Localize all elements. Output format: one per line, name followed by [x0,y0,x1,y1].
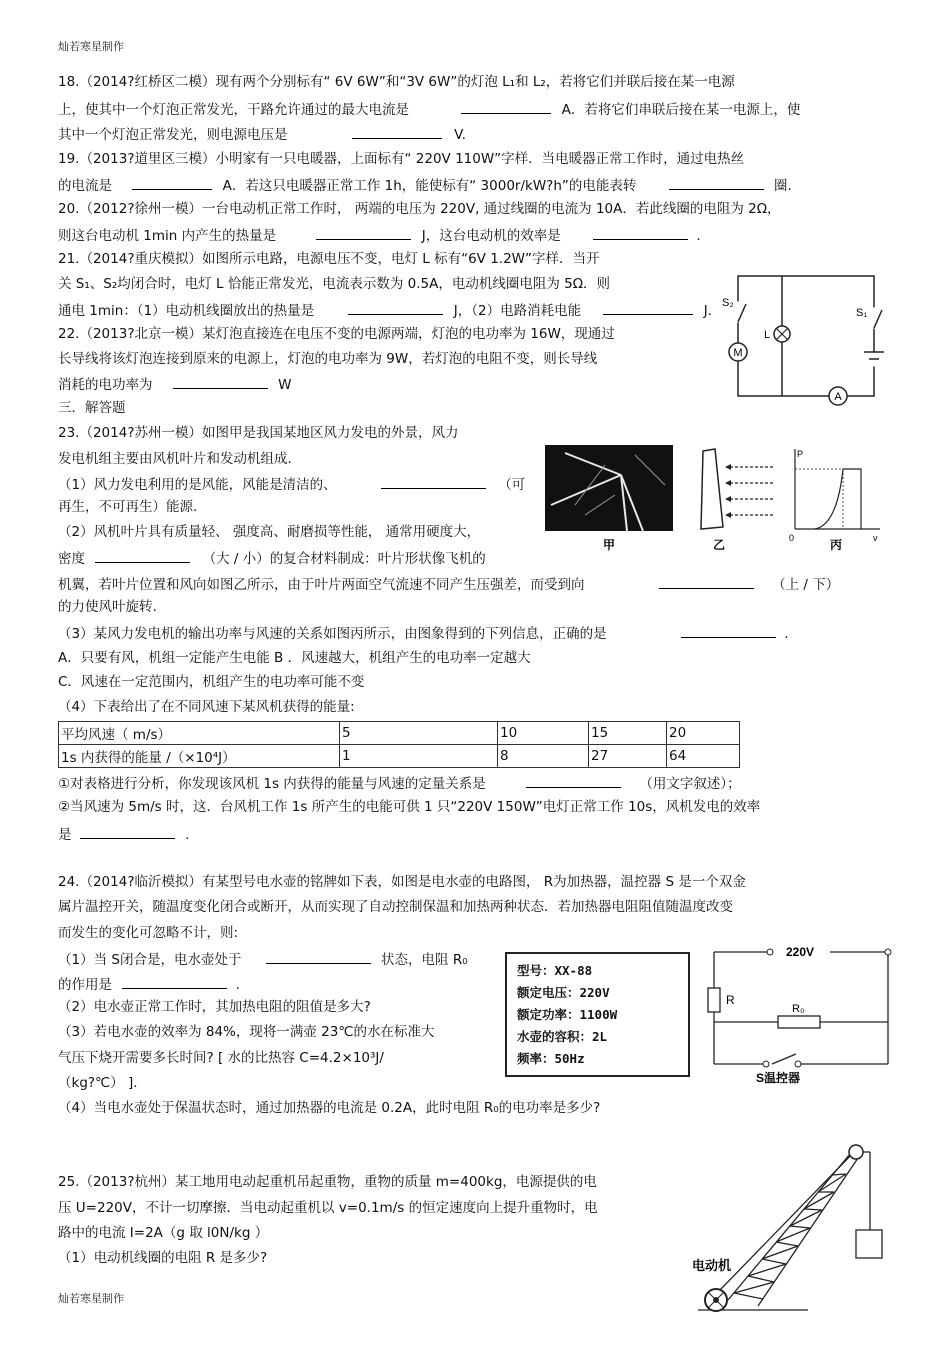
resistor-r-label: R [726,993,735,1007]
kettle-circuit-diagram [700,944,900,1086]
axis-p-label: P [797,449,804,459]
q19-line2 [58,175,792,195]
nameplate-voltage: 额定电压：220V [517,985,610,1000]
q23-text-graph: （3）某风力发电机的输出功率与风速的关系如图丙所示，由图象得到的下列信息，正确的是 [58,626,607,642]
table-cell: 64 [667,745,740,768]
q24-line1: 24.（2014?临沂模拟）有某型号电水壶的铭牌如下表，如图是电水壶的电路图， R为加热器，温控器 S 是一个双金 [58,874,746,890]
q19-unit: 圈. [773,178,792,194]
table-cell: 10 [498,722,589,745]
q25-line4: （1）电动机线圈的电阻 R 是多少? [58,1250,268,1266]
nameplate-power: 额定功率：1100W [517,1007,618,1022]
switch-s1-label: S₁ [856,307,868,319]
q20-text2: J，这台电动机的效率是 [421,228,561,244]
crane-diagram [688,1140,898,1320]
q21-line1: 21.（2014?重庆模拟）如图所示电路，电源电压不变，电灯 L 标有“6V 1.2W”字样．当开 [58,251,600,267]
q21-blank-heat[interactable] [348,300,443,315]
q23-line-last [58,824,189,844]
q23-blank-direction[interactable] [659,574,754,589]
table-cell: 8 [498,745,589,768]
q24-line7: （3）若电水壶的效率为 84%，现将一满壶 23℃的水在标准大 [58,1024,435,1040]
table-row [59,722,740,745]
q18-text3: 其中一个灯泡正常发光，则电源电压是 [58,127,288,143]
q25-line1: 25.（2013?杭州）某工地用电动起重机吊起重物，重物的质量 m=400kg，电源提供的电 [58,1174,597,1190]
q24-line5 [58,974,240,994]
q23-line8: 的力使风叶旋转. [58,599,157,615]
q23-line4: 再生，不可再生）能源. [58,499,198,515]
q23-line-table-intro: （4）下表给出了在不同风速下某风机获得的能量: [58,699,355,715]
q24-line8: 气压下烧开需要多长时间? [ 水的比热容 C=4.2×10³J/ [58,1050,384,1066]
blade-cross-section-diagram [695,445,785,553]
q23-line-efficiency: ②当风速为 5m/s 时，这．台风机工作 1s 所产生的电能可供 1 只“220V 150W”电灯正常工作 10s，风机发电的效率 [58,799,761,815]
q23-text-material: （大 / 小）的复合材料制成：叶片形状像飞机的 [202,551,486,567]
q19-blank-current[interactable] [132,175,212,190]
q21-text: 通电 1min：（1）电动机线圈放出的热量是 [58,303,315,319]
q23-text: （1）风力发电利用的是风能，风能是清洁的、 [58,477,337,493]
q24-line2: 属片温控开关，随温度变化闭合或断开，从而实现了自动控制保温和加热两种状态．若加热器电阻阻值随温度改变 [58,899,733,915]
wind-energy-table [58,721,740,768]
switch-s2-label: S₂ [722,297,734,309]
nameplate-capacity: 水壶的容积：2L [517,1029,608,1044]
q22-unit: W [278,377,292,393]
q23-end2: . [185,827,190,843]
q19-text: 的电流是 [58,178,112,194]
q23-text-verbal: （用文字叙述）； [639,776,741,792]
q24-line4 [58,949,468,969]
figure-bing-label: 丙 [830,538,843,552]
q23-blank-renewable[interactable] [381,474,486,489]
q24-text-state: （1）当 S闭合是，电水壶处于 [58,952,242,968]
q21-line3 [58,300,712,320]
q18-text2: A．若将它们串联后接在某一电源上，使 [561,102,801,118]
q18-line2 [58,99,800,119]
q24-blank-state[interactable] [266,949,371,964]
q23-blank-density[interactable] [95,548,190,563]
q20-line1: 20.（2012?徐州一模）一台电动机正常工作时， 两端的电压为 220V, 通过线圈的电流为 10A．若此线圈的电阻为 2Ω， [58,201,781,217]
table-cell: 5 [340,722,498,745]
lamp-label: L [764,329,771,341]
q22-line1: 22.（2013?北京一模）某灯泡直接连在电压不变的电源两端，灯泡的电功率为 16W，现通过 [58,326,615,342]
table-cell: 1 [340,745,498,768]
q18-text: 上，使其中一个灯泡正常发光，干路允许通过的最大电流是 [58,102,409,118]
table-cell: 15 [589,722,667,745]
axis-origin-label: 0 [789,533,795,543]
q23-line-relation [58,773,741,793]
pulley-icon [849,1145,863,1159]
q18-line3 [58,124,466,144]
table-cell: 20 [667,722,740,745]
q23-choice: （可 [498,477,526,493]
q19-line1: 19.（2013?道里区三模）小明家有一只电暖器，上面标有“ 220V 110W”字样．当电暖器正常工作时，通过电热丝 [58,151,745,167]
q23-blank-efficiency[interactable] [80,824,175,839]
table-cell: 27 [589,745,667,768]
q24-line9: （kg?℃） ]. [58,1075,138,1091]
q20-blank-heat[interactable] [316,225,411,240]
q23-line7 [58,574,839,594]
q23-line3 [58,474,525,494]
q23-blank-relation[interactable] [526,773,621,788]
thermostat-switch-label: S温控器 [756,1071,801,1085]
motor-icon [729,343,747,361]
q21-unit: J. [703,303,712,319]
q23-text-is: 是 [58,827,72,843]
table-row [59,745,740,768]
nameplate-model: 型号：XX-88 [517,963,593,978]
figure-yi-label: 乙 [713,538,726,552]
q22-text: 消耗的电功率为 [58,377,153,393]
q21-text2: J，（2）电路消耗电能 [453,303,582,319]
q24-line6: （2）电水壶正常工作时，其加热电阻的阻值是多大? [58,999,371,1015]
kettle-nameplate [505,952,690,1077]
motor-label: M [733,347,743,359]
q23-option-c: C．风速在一定范围内，机组产生的电功率可能不变 [58,674,365,690]
q20-text: 则这台电动机 1min 内产生的热量是 [58,228,277,244]
q25-line2: 压 U=220V，不计一切摩擦．当电动起重机以 v=0.1m/s 的恒定速度向上提升重物时，电 [58,1200,598,1216]
power-vs-windspeed-graph [785,445,885,553]
q18-line1: 18.（2014?红桥区二模）现有两个分别标有“ 6V 6W”和“3V 6W”的灯泡 L₁和 L₂，若将它们并联后接在某一电源 [58,74,735,90]
q24-text-r0: 状态，电阻 R₀ [381,952,468,968]
table-cell: 平均风速（ m/s） [59,722,340,745]
q24-blank-role[interactable] [122,974,227,989]
q23-line2: 发电机组主要由风机叶片和发动机组成. [58,451,292,467]
figure-jia-label: 甲 [603,538,616,552]
q19-text2: A．若这只电暖器正常工作 1h，能使标有“ 3000r/kW?h”的电能表转 [222,178,637,194]
q20-end: . [696,228,701,244]
q21-line2: 关 S₁、S₂均闭合时，电灯 L 恰能正常发光，电流表示数为 0.5A，电动机线圈电阻为 5Ω．则 [58,276,611,292]
q24-end: . [235,977,240,993]
q24-line3: 而发生的变化可忽略不计，则: [58,925,239,941]
q20-line2 [58,225,701,245]
q23-end: . [784,626,789,642]
q23-line1: 23.（2014?苏州一模）如图甲是我国某地区风力发电的外景，风力 [58,425,459,441]
q19-blank-turns[interactable] [669,175,764,190]
q23-text-density: 密度 [58,551,85,567]
q23-line5: （2）风机叶片具有质量轻、 强度高、耐磨损等性能， 通常用硬度大， [58,524,481,540]
q22-line3 [58,374,291,394]
q24-line10: （4）当电水壶处于保温状态时，通过加热器的电流是 0.2A，此时电阻 R₀的电功率是多少? [58,1100,601,1116]
motor-wheel-icon [705,1289,727,1311]
q22-blank-power[interactable] [173,374,268,389]
ammeter-label: A [834,391,842,403]
page-footer: 灿若寒星制作 [58,1292,124,1305]
table-cell: 1s 内获得的能量 /（×10⁴J） [59,745,340,768]
axis-v-label: v [873,533,878,543]
ammeter-icon [829,387,847,405]
q22-line2: 长导线将该灯泡连接到原来的电源上，灯泡的电功率为 9W，若灯泡的电阻不变，则长导线 [58,351,598,367]
wind-turbine-photo [545,445,685,553]
q25-line3: 路中的电流 I=2A（g 取 l0N/kg ） [58,1225,269,1241]
q23-line9 [58,623,788,643]
q24-text-role: 的作用是 [58,977,112,993]
supply-voltage-label: 220V [786,945,815,959]
resistor-r0-label: R₀ [792,1003,805,1015]
q23-blank-choice[interactable] [681,623,776,638]
lamp-icon [774,326,790,342]
q18-blank-voltage[interactable] [352,124,442,139]
page-header: 灿若寒星制作 [58,40,124,53]
q23-option-ab: A．只要有风，机组一定能产生电能 B ．风速越大，机组产生的电功率一定越大 [58,650,531,666]
q23-choice-dir: （上 / 下） [772,577,840,593]
q23-line6 [58,548,486,568]
q21-blank-energy[interactable] [603,300,693,315]
q18-blank-current[interactable] [461,99,551,114]
motor-label: 电动机 [692,1258,732,1273]
q23-text-relation: ①对表格进行分析，你发现该风机 1s 内获得的能量与风速的定量关系是 [58,776,486,792]
section-title: 三．解答题 [58,400,126,416]
nameplate-frequency: 频率：50Hz [517,1051,585,1066]
q21-circuit-diagram [722,272,892,412]
q20-blank-efficiency[interactable] [593,225,688,240]
q18-unit: V. [454,127,466,143]
q23-text-force: 机翼，若叶片位置和风向如图乙所示，由于叶片两面空气流速不同产生压强差，而受到向 [58,577,585,593]
